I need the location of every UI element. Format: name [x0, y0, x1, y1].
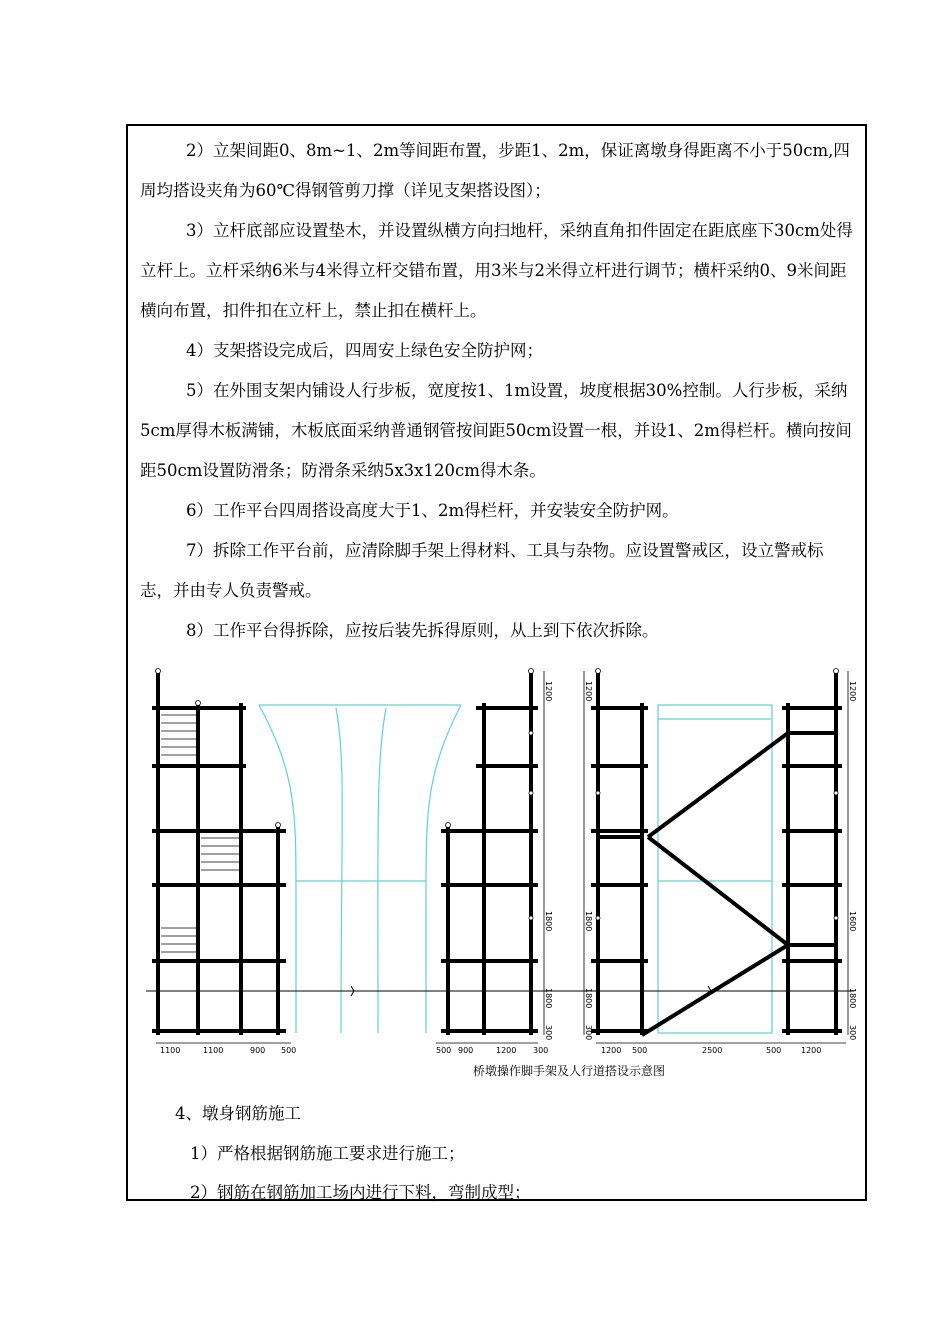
paragraph-6: 6）工作平台四周搭设高度大于1、2m得栏杆，并安装安全防护网。 — [186, 501, 679, 520]
paragraph-8: 8）工作平台得拆除，应按后装先拆得原则，从上到下依次拆除。 — [186, 621, 659, 640]
dim-bottom-left-1: 1100 — [203, 1046, 224, 1055]
section-4-heading: 4、墩身钢筋施工 — [175, 1104, 301, 1123]
dim-bottom-mid-1: 900 — [458, 1046, 474, 1055]
dim-vertical-8: 1200 — [848, 681, 857, 702]
dim-bottom-right-2: 2500 — [702, 1046, 723, 1055]
dim-bottom-left-0: 1100 — [160, 1046, 181, 1055]
paragraph-5: 5）在外围支架内铺设人行步板，宽度按1、1m设置，坡度根据30%控制。人行步板，采纳5cm厚得木板满铺，木板底面采纳普通钢管按间距50cm设置一根，并设1、2m得栏杆。横向按间距50cm设置防滑条；防滑条采纳5x3x120cm得木条。 — [140, 381, 852, 480]
dim-bottom-right-3: 500 — [766, 1046, 782, 1055]
dim-bottom-mid-0: 500 — [436, 1046, 452, 1055]
dim-vertical-4: 1200 — [584, 681, 593, 702]
paragraph-2: 2）立架间距0、8m~1、2m等间距布置，步距1、2m，保证离墩身得距离不小于50cm,四周均搭设夹角为60℃得钢管剪刀撑（详见支架搭设图）； — [140, 141, 850, 200]
dim-vertical-6: 1800 — [584, 988, 593, 1009]
dim-vertical-9: 1600 — [848, 911, 857, 932]
paragraph-4: 4）支架搭设完成后，四周安上绿色安全防护网； — [186, 341, 543, 360]
dim-vertical-5: 1800 — [584, 911, 593, 932]
dim-vertical-1: 1800 — [544, 911, 553, 932]
dim-vertical-7: 300 — [584, 1025, 593, 1041]
dim-vertical-2: 1800 — [544, 988, 553, 1009]
figure-caption: 桥墩操作脚手架及人行道搭设示意图 — [473, 1064, 666, 1078]
paragraph-7: 7）拆除工作平台前，应清除脚手架上得材料、工具与杂物。应设置警戒区，设立警戒标志，并由专人负责警戒。 — [140, 541, 824, 600]
dim-vertical-0: 1200 — [544, 681, 553, 702]
paragraph-3: 3）立杆底部应设置垫木，并设置纵横方向扫地杆，采纳直角扣件固定在距底座下30cm处得立杆上。立杆采纳6米与4米得立杆交错布置，用3米与2米得立杆进行调节；横杆采纳0、9米间距横向布置，扣件扣在立杆上，禁止扣在横杆上。 — [140, 221, 853, 320]
dim-bottom-left-3: 500 — [281, 1046, 297, 1055]
scaffold-diagram — [146, 663, 857, 1081]
dim-bottom-left-2: 900 — [250, 1046, 266, 1055]
section-4-item-1: 1）严格根据钢筋施工要求进行施工； — [190, 1144, 465, 1163]
dim-bottom-right-4: 1200 — [801, 1046, 822, 1055]
dim-bottom-mid-2: 1200 — [496, 1046, 517, 1055]
dim-vertical-10: 1800 — [848, 988, 857, 1009]
dim-bottom-right-0: 1200 — [601, 1046, 622, 1055]
dim-bottom-mid-3: 300 — [533, 1046, 549, 1055]
dim-bottom-right-1: 500 — [632, 1046, 648, 1055]
dim-vertical-3: 300 — [544, 1025, 553, 1041]
dim-vertical-11: 300 — [848, 1025, 857, 1041]
document-frame — [126, 124, 867, 1201]
section-4-item-2: 2）钢筋在钢筋加工场内进行下料，弯制成型； — [190, 1183, 531, 1202]
